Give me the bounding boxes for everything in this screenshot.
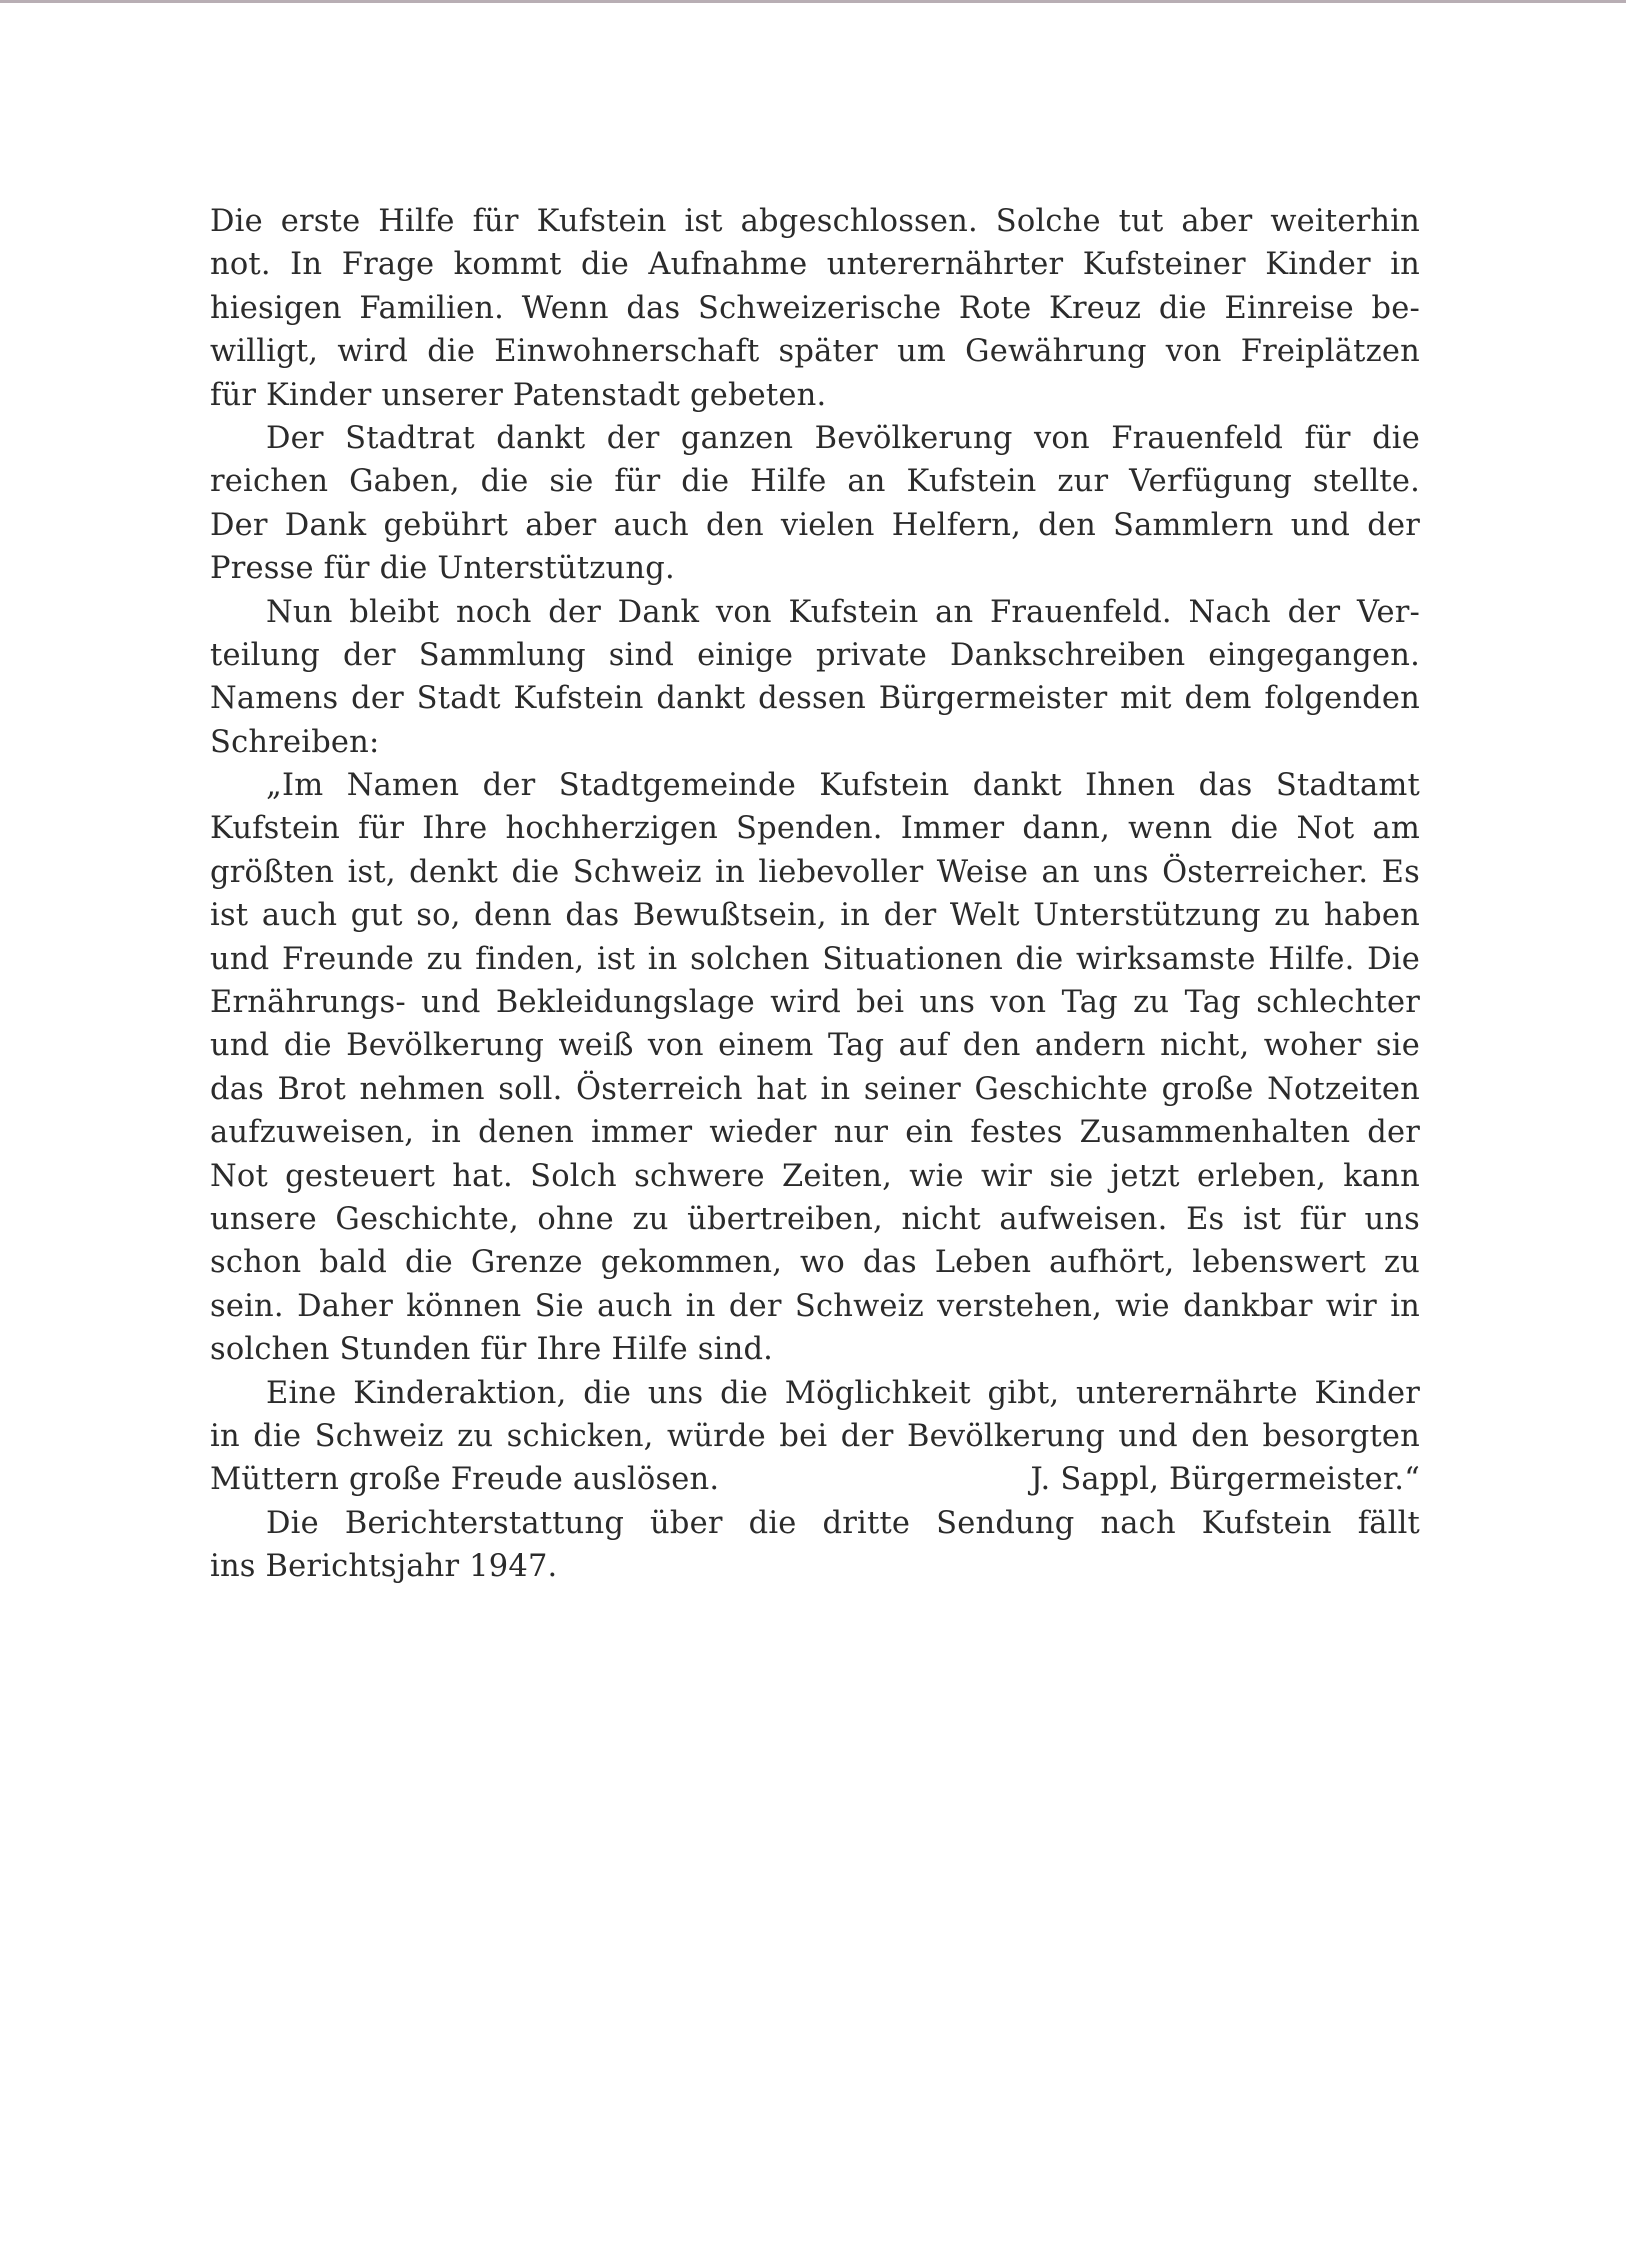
text-line: Namens der Stadt Kufstein dankt dessen Bürgermeister mit dem folgenden — [210, 681, 1420, 717]
text-line: und die Bevölkerung weiß von einem Tag auf den andern nicht, woher sie — [210, 1028, 1420, 1064]
text-line: aufzuweisen, in denen immer wieder nur ein festes Zusammenhalten der — [210, 1115, 1420, 1151]
text-line: für Kinder unserer Patenstadt gebeten. — [210, 377, 827, 413]
text-line: sein. Daher können Sie auch in der Schweiz verstehen, wie dankbar wir in — [210, 1288, 1420, 1324]
text-line: Nun bleibt noch der Dank von Kufstein an Frauenfeld. Nach der Ver- — [266, 594, 1420, 630]
paragraph-first-aid — [210, 200, 1420, 417]
text-line: reichen Gaben, die sie für die Hilfe an Kufstein zur Verfügung stellte. — [210, 464, 1420, 500]
scan-top-edge — [0, 0, 1626, 3]
text-line: Der Dank gebührt aber auch den vielen Helfern, den Sammlern und der — [210, 507, 1420, 543]
text-line: Eine Kinderaktion, die uns die Möglichkeit gibt, unterernährte Kinder — [266, 1375, 1420, 1411]
text-line: Presse für die Unterstützung. — [210, 551, 675, 587]
paragraph-report-note — [210, 1502, 1420, 1589]
text-line: teilung der Sammlung sind einige private Dankschreiben eingegangen. — [210, 637, 1420, 673]
text-line: unsere Geschichte, ohne zu übertreiben, nicht aufweisen. Es ist für uns — [210, 1201, 1420, 1237]
closing-text: Müttern große Freude auslösen. — [210, 1462, 720, 1498]
text-line: ist auch gut so, denn das Bewußtsein, in der Welt Unterstützung zu haben — [210, 898, 1420, 934]
text-line: Kufstein für Ihre hochherzigen Spenden. Immer dann, wenn die Not am — [210, 811, 1420, 847]
text-line: schon bald die Grenze gekommen, wo das Leben aufhört, lebenswert zu — [210, 1245, 1420, 1281]
paragraph-letter-quote — [210, 764, 1420, 1371]
closing-line — [210, 1458, 1420, 1501]
text-line: not. In Frage kommt die Aufnahme unterernährter Kufsteiner Kinder in — [210, 247, 1420, 283]
text-line: Die Berichterstattung über die dritte Sendung nach Kufstein fällt — [266, 1505, 1420, 1541]
text-line: Der Stadtrat dankt der ganzen Bevölkerung von Frauenfeld für die — [266, 420, 1420, 456]
paragraph-kufstein-thanks — [210, 591, 1420, 765]
text-line: willigt, wird die Einwohnerschaft später um Gewährung von Freiplätzen — [210, 334, 1420, 370]
text-line: Schreiben: — [210, 724, 380, 760]
text-line: das Brot nehmen soll. Österreich hat in seiner Geschichte große Notzeiten — [210, 1071, 1420, 1107]
paragraph-city-council-thanks — [210, 417, 1420, 591]
text-line: hiesigen Familien. Wenn das Schweizerische Rote Kreuz die Einreise be- — [210, 290, 1420, 326]
text-line: ins Berichtsjahr 1947. — [210, 1549, 558, 1585]
text-line: in die Schweiz zu schicken, würde bei der Bevölkerung und den besorgten — [210, 1418, 1420, 1454]
text-line: Not gesteuert hat. Solch schwere Zeiten, wie wir sie jetzt erleben, kann — [210, 1158, 1420, 1194]
paragraph-children-action — [210, 1372, 1420, 1502]
document-page — [210, 200, 1420, 1589]
text-line: Die erste Hilfe für Kufstein ist abgeschlossen. Solche tut aber weiterhin — [210, 204, 1420, 239]
signature: J. Sappl, Bürgermeister.“ — [1030, 1462, 1420, 1498]
text-line: „Im Namen der Stadtgemeinde Kufstein dankt Ihnen das Stadtamt — [266, 768, 1420, 804]
text-line: solchen Stunden für Ihre Hilfe sind. — [210, 1332, 774, 1368]
text-line: und Freunde zu finden, ist in solchen Situationen die wirksamste Hilfe. Die — [210, 941, 1420, 977]
text-line: Ernährungs- und Bekleidungslage wird bei uns von Tag zu Tag schlechter — [210, 985, 1420, 1021]
text-line: größten ist, denkt die Schweiz in liebevoller Weise an uns Österreicher. Es — [210, 854, 1420, 890]
